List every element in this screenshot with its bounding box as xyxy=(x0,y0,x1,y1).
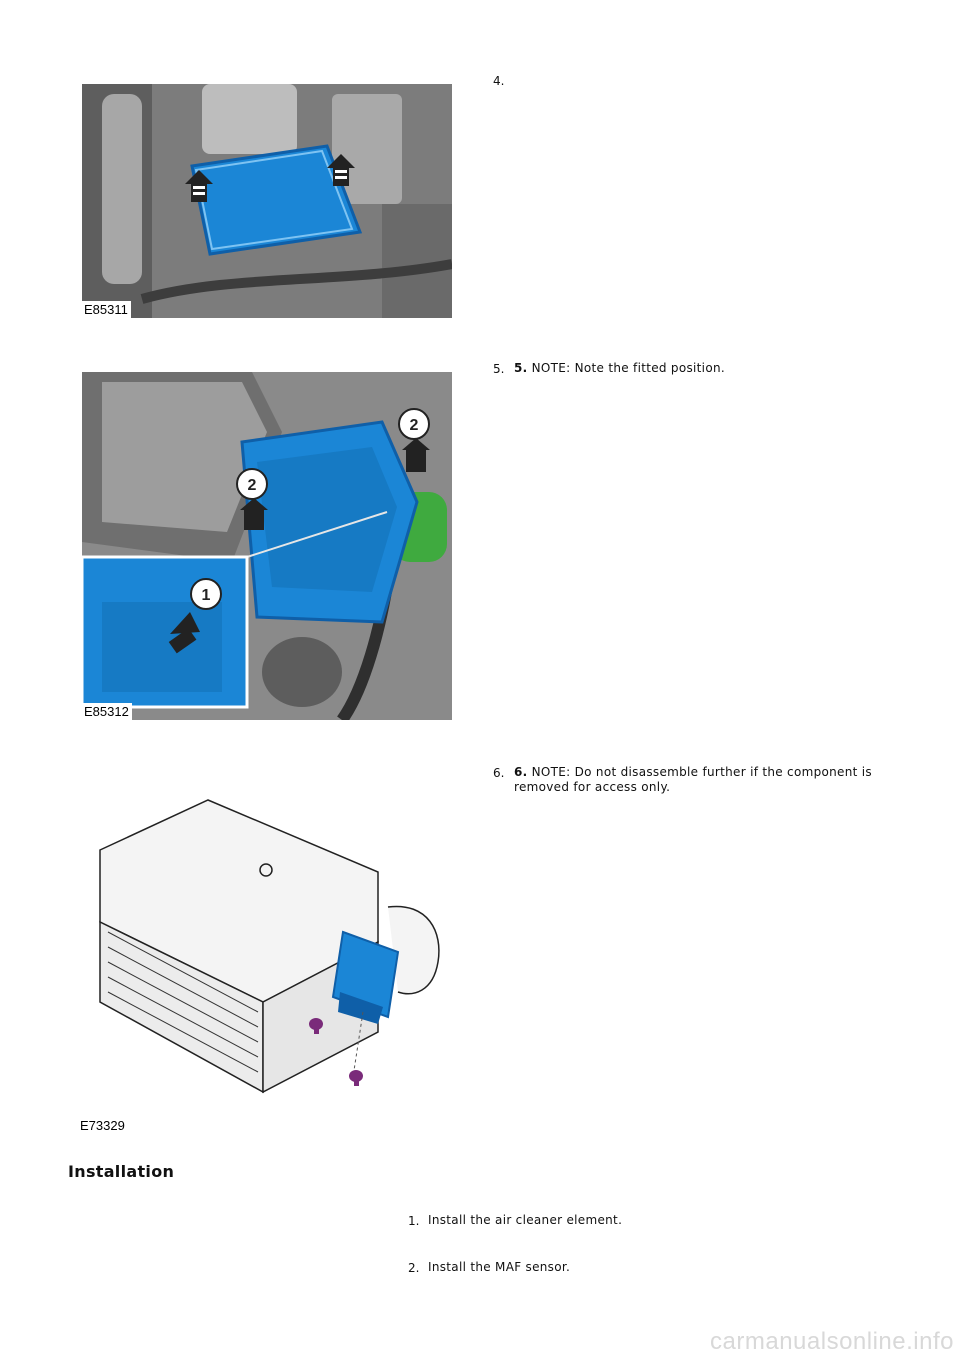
callout-label: 1 xyxy=(201,587,211,604)
callout-1 xyxy=(191,579,221,609)
callout-label: 2 xyxy=(247,477,257,494)
step-number: 4. xyxy=(493,74,505,88)
step-bold-number: 6. xyxy=(514,765,528,779)
figure-e85311 xyxy=(82,84,452,318)
engine-bay-illustration-1 xyxy=(82,84,452,318)
step-number: 5. xyxy=(493,362,505,376)
section-heading-installation: Installation xyxy=(68,1162,175,1181)
step-note: NOTE: Note the fitted position. xyxy=(527,361,725,375)
callout-2b xyxy=(399,409,429,439)
step-text: Install the MAF sensor. xyxy=(428,1260,571,1274)
step-number: 6. xyxy=(493,766,505,780)
callout-2a xyxy=(237,469,267,499)
figure-label: E73329 xyxy=(78,1117,128,1134)
step-number: 1. xyxy=(408,1214,420,1228)
figure-e73329 xyxy=(78,792,456,1134)
bolt-icon xyxy=(349,1070,363,1086)
figure-e85312 xyxy=(82,372,452,720)
step-text xyxy=(514,361,894,376)
step-text: Install the air cleaner element. xyxy=(428,1213,623,1227)
step-note: NOTE: Do not disassemble further if the component is removed for access only. xyxy=(514,765,872,794)
step-text xyxy=(514,765,889,795)
watermark: carmanualsonline.info xyxy=(710,1328,954,1355)
figure-label: E85312 xyxy=(82,703,132,720)
engine-bay-illustration-2 xyxy=(82,372,452,720)
air-cleaner-illustration xyxy=(78,792,456,1134)
figure-label: E85311 xyxy=(82,301,131,318)
step-bold-number: 5. xyxy=(514,361,528,375)
callout-label: 2 xyxy=(409,417,419,434)
step-number: 2. xyxy=(408,1261,420,1275)
